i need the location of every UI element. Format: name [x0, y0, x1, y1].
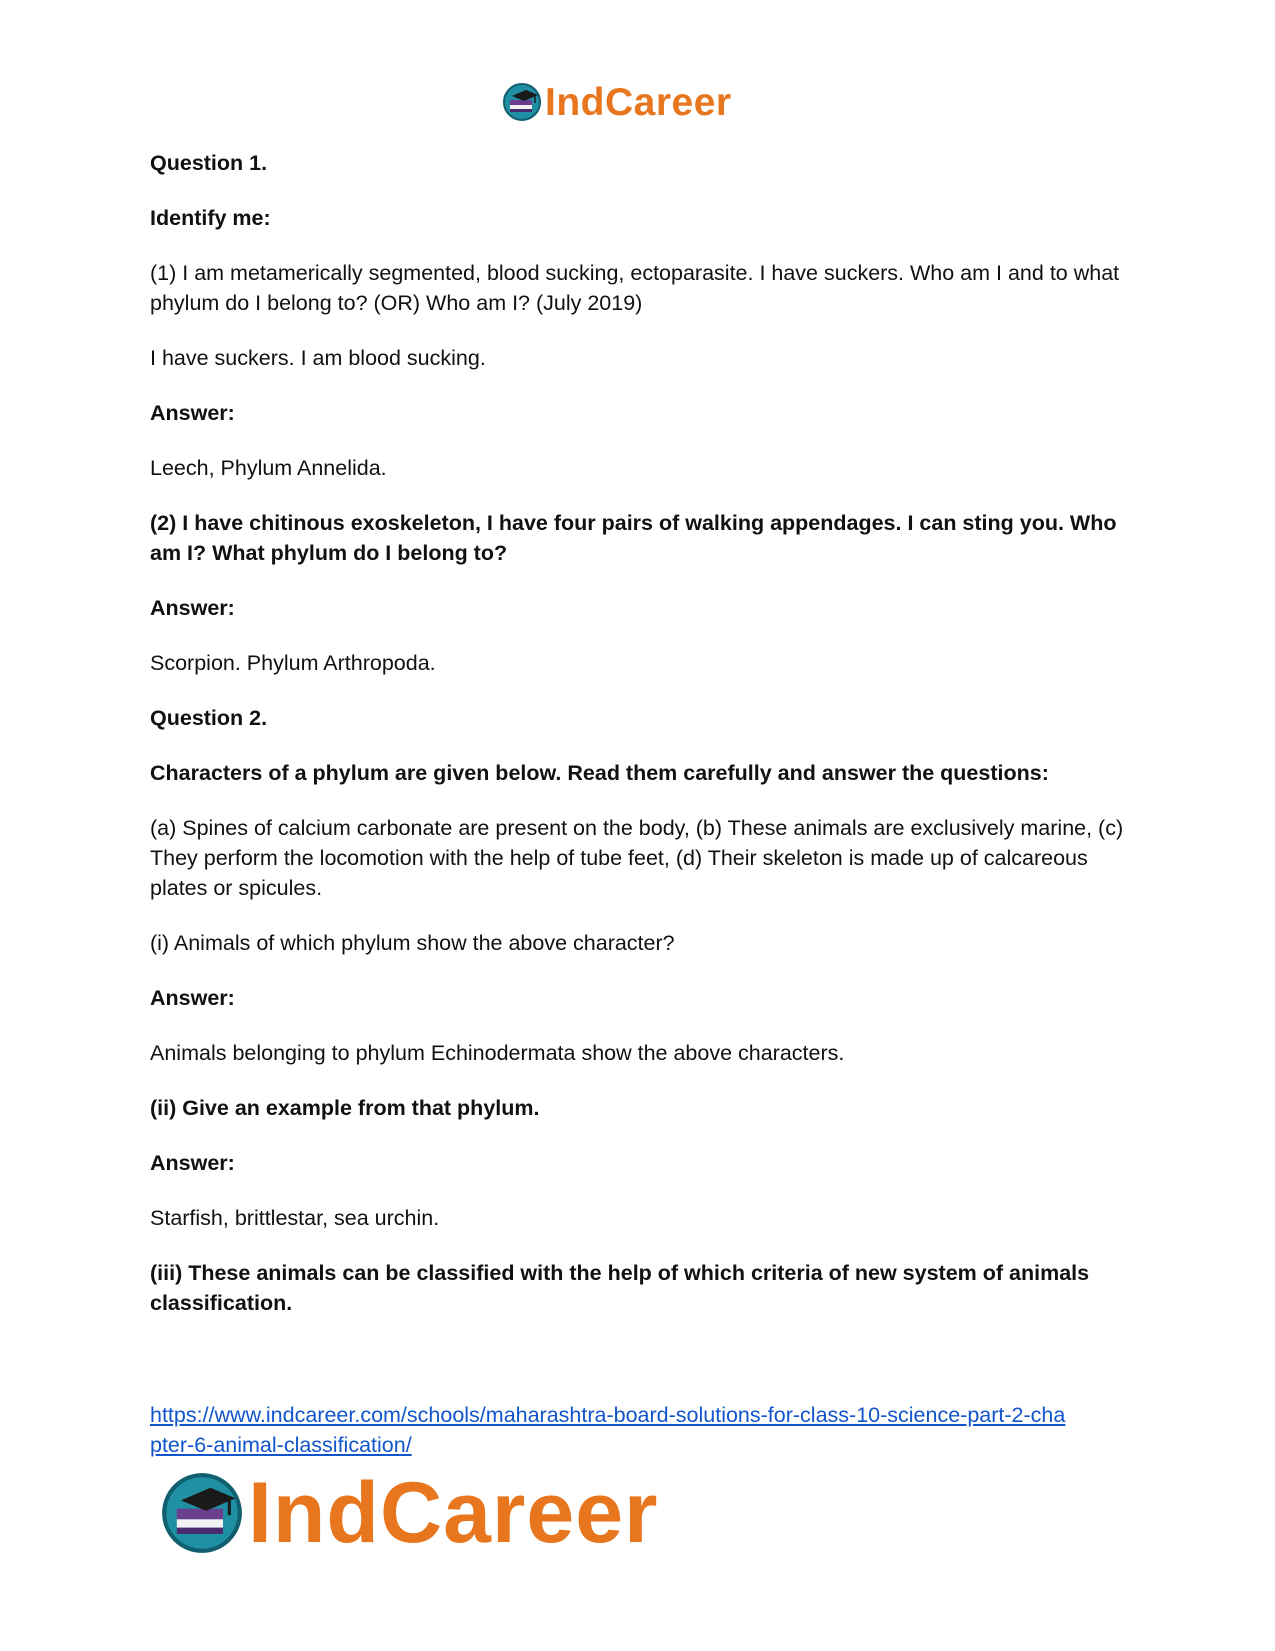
header-logo-text: IndCareer [545, 80, 732, 124]
bold-paragraph: Answer: [150, 1151, 235, 1175]
bold-paragraph: Answer: [150, 596, 235, 620]
paragraph: Animals belonging to phylum Echinodermata show the above characters. [150, 1041, 845, 1065]
footer-logo-text: IndCareer [248, 1465, 659, 1561]
source-link[interactable] [150, 1403, 1065, 1457]
bold-paragraph: Characters of a phylum are given below. Read them carefully and answer the questions: [150, 761, 1049, 785]
bold-paragraph: Question 2. [150, 706, 268, 730]
paragraph: (1) I am metamerically segmented, blood sucking, ectoparasite. I have suckers. Who am I and to what phylum do I belong to? (OR) Who am I? (July 2019) [150, 261, 1120, 315]
source-link-block [150, 1400, 1140, 1460]
source-link-line-1: https://www.indcareer.com/schools/maharashtra-board-solutions-for-class-10-science-part-2-cha [150, 1403, 1066, 1427]
header-logo [502, 82, 732, 122]
bold-paragraph: (iii) These animals can be classified with the help of which criteria of new system of animals classification. [150, 1261, 1090, 1315]
paragraph: I have suckers. I am blood sucking. [150, 346, 486, 370]
indcareer-globe-icon [502, 82, 542, 122]
bold-paragraph: Answer: [150, 401, 235, 425]
bold-paragraph: Answer: [150, 986, 235, 1010]
indcareer-globe-icon [160, 1471, 244, 1555]
bold-paragraph: (ii) Give an example from that phylum. [150, 1096, 540, 1120]
bold-paragraph: (2) I have chitinous exoskeleton, I have four pairs of walking appendages. I can sting you. Who am I? What phylum do I belong to? [150, 511, 1117, 565]
source-link-line-2: pter-6-animal-classification/ [150, 1433, 412, 1457]
footer-logo [160, 1465, 659, 1561]
paragraph: Starfish, brittlestar, sea urchin. [150, 1206, 440, 1230]
bold-paragraph: Question 1. [150, 151, 268, 175]
paragraph: (a) Spines of calcium carbonate are present on the body, (b) These animals are exclusively marine, (c) They perform the locomotion with the help of tube feet, (d) Their skeleton is made up of calcareous plates or spicules. [150, 816, 1124, 900]
paragraph: Scorpion. Phylum Arthropoda. [150, 651, 436, 675]
bold-paragraph: Identify me: [150, 206, 271, 230]
document-body [150, 148, 1135, 1343]
paragraph: Leech, Phylum Annelida. [150, 456, 387, 480]
paragraph: (i) Animals of which phylum show the above character? [150, 931, 675, 955]
